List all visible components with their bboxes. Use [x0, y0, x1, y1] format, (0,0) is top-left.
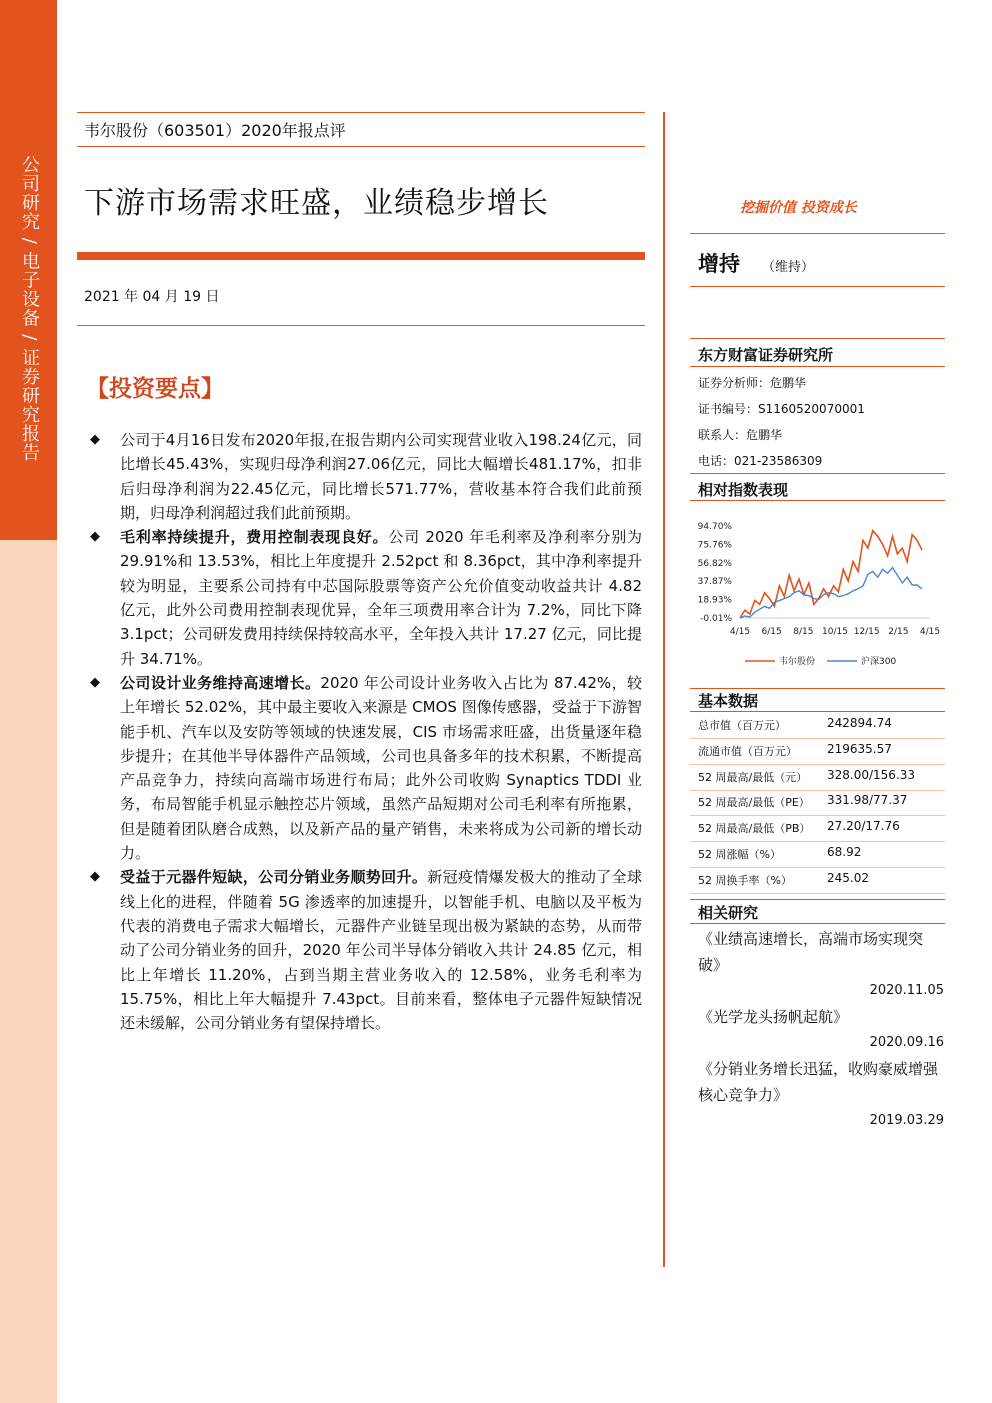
- rating: 增持: [698, 252, 740, 276]
- relative-index-chart: [690, 510, 945, 680]
- basic-data-label: 52 周最高/最低（PB）: [698, 822, 811, 836]
- institute-rule: [690, 338, 945, 339]
- basic-data-value: 242894.74: [827, 716, 892, 730]
- related-item-date: 2019.03.29: [869, 1113, 944, 1128]
- basic-data-label: 52 周最高/最低（PE）: [698, 796, 810, 810]
- basic-row-rule: [690, 790, 945, 791]
- cert-number: 证书编号：S1160520070001: [698, 402, 865, 416]
- basic-under-rule: [690, 711, 945, 712]
- basic-row-rule: [690, 815, 945, 816]
- legend-label: 沪深300: [861, 657, 897, 667]
- basic-row-rule: [690, 867, 945, 868]
- basic-data-label: 52 周换手率（%）: [698, 873, 792, 887]
- bullet-lead: 毛利率持续提升，费用控制表现良好。: [120, 528, 389, 547]
- section-title: 【投资要点】: [86, 376, 224, 402]
- phone: 电话：021-23586309: [698, 454, 823, 468]
- bullet-text: 2020 年公司设计业务收入占比为 87.42%，较上年增长 52.02%，其中最主要收入来源是 CMOS 图像传感器，受益于下游智能手机、汽车以及安防等领域的快速发展，CIS 市场需求旺盛，出货量逐年稳步提升；在其他半导体器件产品领域，公司也具备多年的技术积累，不断提高产品竞争力，持续向高端市场进行布局；此外公司收购 Synaptics TDDI 业务，布局智能手机显示触控芯片领域，虽然产品短期对公司毛利率有所拖累，但是随着团队磨合成熟，以及新产品的量产销售，未来将成为公司新的增长动力。: [120, 673, 642, 863]
- title-bar: [77, 252, 645, 260]
- basic-data-value: 27.20/17.76: [827, 819, 900, 834]
- bullet-item: [90, 865, 642, 1035]
- basic-row-rule: [690, 764, 945, 765]
- basic-data-value: 245.02: [827, 870, 869, 885]
- header-bottom-rule: [77, 146, 645, 147]
- diamond-icon: ◆: [90, 529, 100, 545]
- analyst: 证券分析师：危鹏华: [698, 376, 807, 390]
- basic-data-value: 328.00/156.33: [827, 767, 916, 782]
- basic-data-value: 331.98/77.37: [827, 793, 908, 808]
- related-item-title[interactable]: 《分销业务增长迅猛，收购豪威增强核心竞争力》: [698, 1060, 939, 1104]
- institute-under-rule: [690, 366, 945, 367]
- bullet-item: [90, 671, 642, 865]
- related-item-date: 2020.09.16: [869, 1035, 944, 1050]
- basic-row-rule: [690, 738, 945, 739]
- x-tick-label: 2/15: [888, 627, 909, 637]
- company-header: 韦尔股份（603501）2020年报点评: [84, 121, 346, 140]
- basic-data-label: 52 周最高/最低（元）: [698, 770, 808, 784]
- y-tick-label: -0.01%: [700, 614, 732, 624]
- institute-name: 东方财富证券研究所: [698, 346, 834, 364]
- date-rule: [77, 325, 645, 326]
- rating-top-rule: [690, 233, 945, 234]
- contact: 联系人：危鹏华: [698, 428, 783, 442]
- basic-data-label: 流通市值（百万元）: [698, 744, 797, 758]
- related-item-title[interactable]: 《光学龙头扬帆起航》: [698, 1008, 849, 1026]
- investment-points: [90, 428, 642, 1035]
- index-title: 相对指数表现: [698, 481, 789, 499]
- related-rule: [690, 899, 945, 900]
- basic-rule: [690, 688, 945, 689]
- related-item-date: 2020.11.05: [869, 983, 944, 998]
- sidebar-category: 公司研究 / 电子设备 / 证券研究报告: [19, 155, 40, 463]
- bullet-item: [90, 428, 642, 525]
- y-tick-label: 37.87%: [697, 577, 732, 588]
- series-line-index: [740, 568, 922, 619]
- header-top-rule: [77, 112, 645, 113]
- bullet-text: 公司于4月16日发布2020年报,在报告期内公司实现营业收入198.24亿元，同比增长45.43%，实现归母净利润27.06亿元，同比大幅增长481.17%，扣非后归母净利润为22.45亿元，同比增长571.77%，营收基本符合我们此前预期，归母净利润超过我们此前预期。: [120, 431, 642, 522]
- basic-data-label: 总市值（百万元）: [698, 719, 786, 732]
- sidebar-lower: [0, 540, 57, 1403]
- slogan: 挖掘价值 投资成长: [740, 200, 857, 216]
- rating-bottom-rule: [690, 286, 945, 287]
- y-tick-label: 75.76%: [697, 540, 732, 551]
- basic-title: 基本数据: [698, 692, 759, 710]
- index-under-rule: [690, 500, 945, 501]
- report-title: 下游市场需求旺盛，业绩稳步增长: [84, 186, 549, 221]
- x-tick-label: 8/15: [793, 627, 814, 637]
- index-rule: [690, 473, 945, 474]
- bullet-text: 公司 2020 年毛利率及净利率分别为 29.91%和 13.53%，相比上年度提升 2.52pct 和 8.36pct，其中净利率提升较为明显，主要系公司持有中芯国际股票等资产公允价值变动收益共计 4.82 亿元，此外公司费用控制表现优异，全年三项费用率合计为 7.2%，同比下降 3.1pct；公司研发费用持续保持较高水平，全年投入共计 17.27 亿元，同比提升 34.71%。: [120, 528, 642, 668]
- related-list: [698, 926, 944, 1134]
- x-tick-label: 6/15: [761, 627, 782, 637]
- x-tick-label: 4/15: [729, 627, 751, 637]
- related-under-rule: [690, 923, 945, 924]
- related-title: 相关研究: [698, 904, 759, 922]
- y-tick-label: 18.93%: [697, 595, 732, 606]
- series-line-stock: [740, 531, 922, 618]
- x-tick-label: 12/15: [853, 627, 880, 637]
- bullet-lead: 受益于元器件短缺，公司分销业务顺势回升。: [120, 868, 428, 887]
- basic-row-rule: [690, 841, 945, 842]
- bullet-lead: 公司设计业务维持高速增长。: [120, 673, 321, 692]
- diamond-icon: ◆: [90, 674, 100, 690]
- x-tick-label: 4/15: [919, 627, 941, 637]
- diamond-icon: ◆: [90, 869, 100, 885]
- bullet-text: 新冠疫情爆发极大的推动了全球线上化的进程，伴随着 5G 渗透率的加速提升，以智能手机、电脑以及平板为代表的消费电子需求大幅增长，元器件产业链呈现出极为紧缺的态势，从而带动了公司分销业务的回升，2020 年公司半导体分销收入共计 24.85 亿元，相比上年增长 11.20%，占到当期主营业务收入的 12.58%，业务毛利率为 15.75%，相比上年大幅提升 7.43pct。目前来看，整体电子元器件短缺情况还未缓解，公司分销业务有望保持增长。: [120, 868, 642, 1033]
- basic-data-value: 219635.57: [827, 741, 892, 756]
- rating-sub: （维持）: [762, 260, 815, 275]
- diamond-icon: ◆: [90, 432, 100, 447]
- report-date: 2021 年 04 月 19 日: [84, 289, 220, 305]
- y-tick-label: 56.82%: [697, 558, 732, 569]
- basic-row-rule: [690, 893, 945, 894]
- column-divider: [663, 112, 665, 1267]
- legend-label: 韦尔股份: [779, 657, 816, 667]
- basic-data-label: 52 周涨幅（%）: [698, 848, 781, 861]
- x-tick-label: 10/15: [822, 627, 848, 637]
- bullet-item: [90, 525, 642, 671]
- basic-data-value: 68.92: [827, 845, 862, 859]
- related-item-title[interactable]: 《业绩高速增长，高端市场实现突破》: [698, 930, 924, 974]
- y-tick-label: 94.70%: [697, 522, 732, 532]
